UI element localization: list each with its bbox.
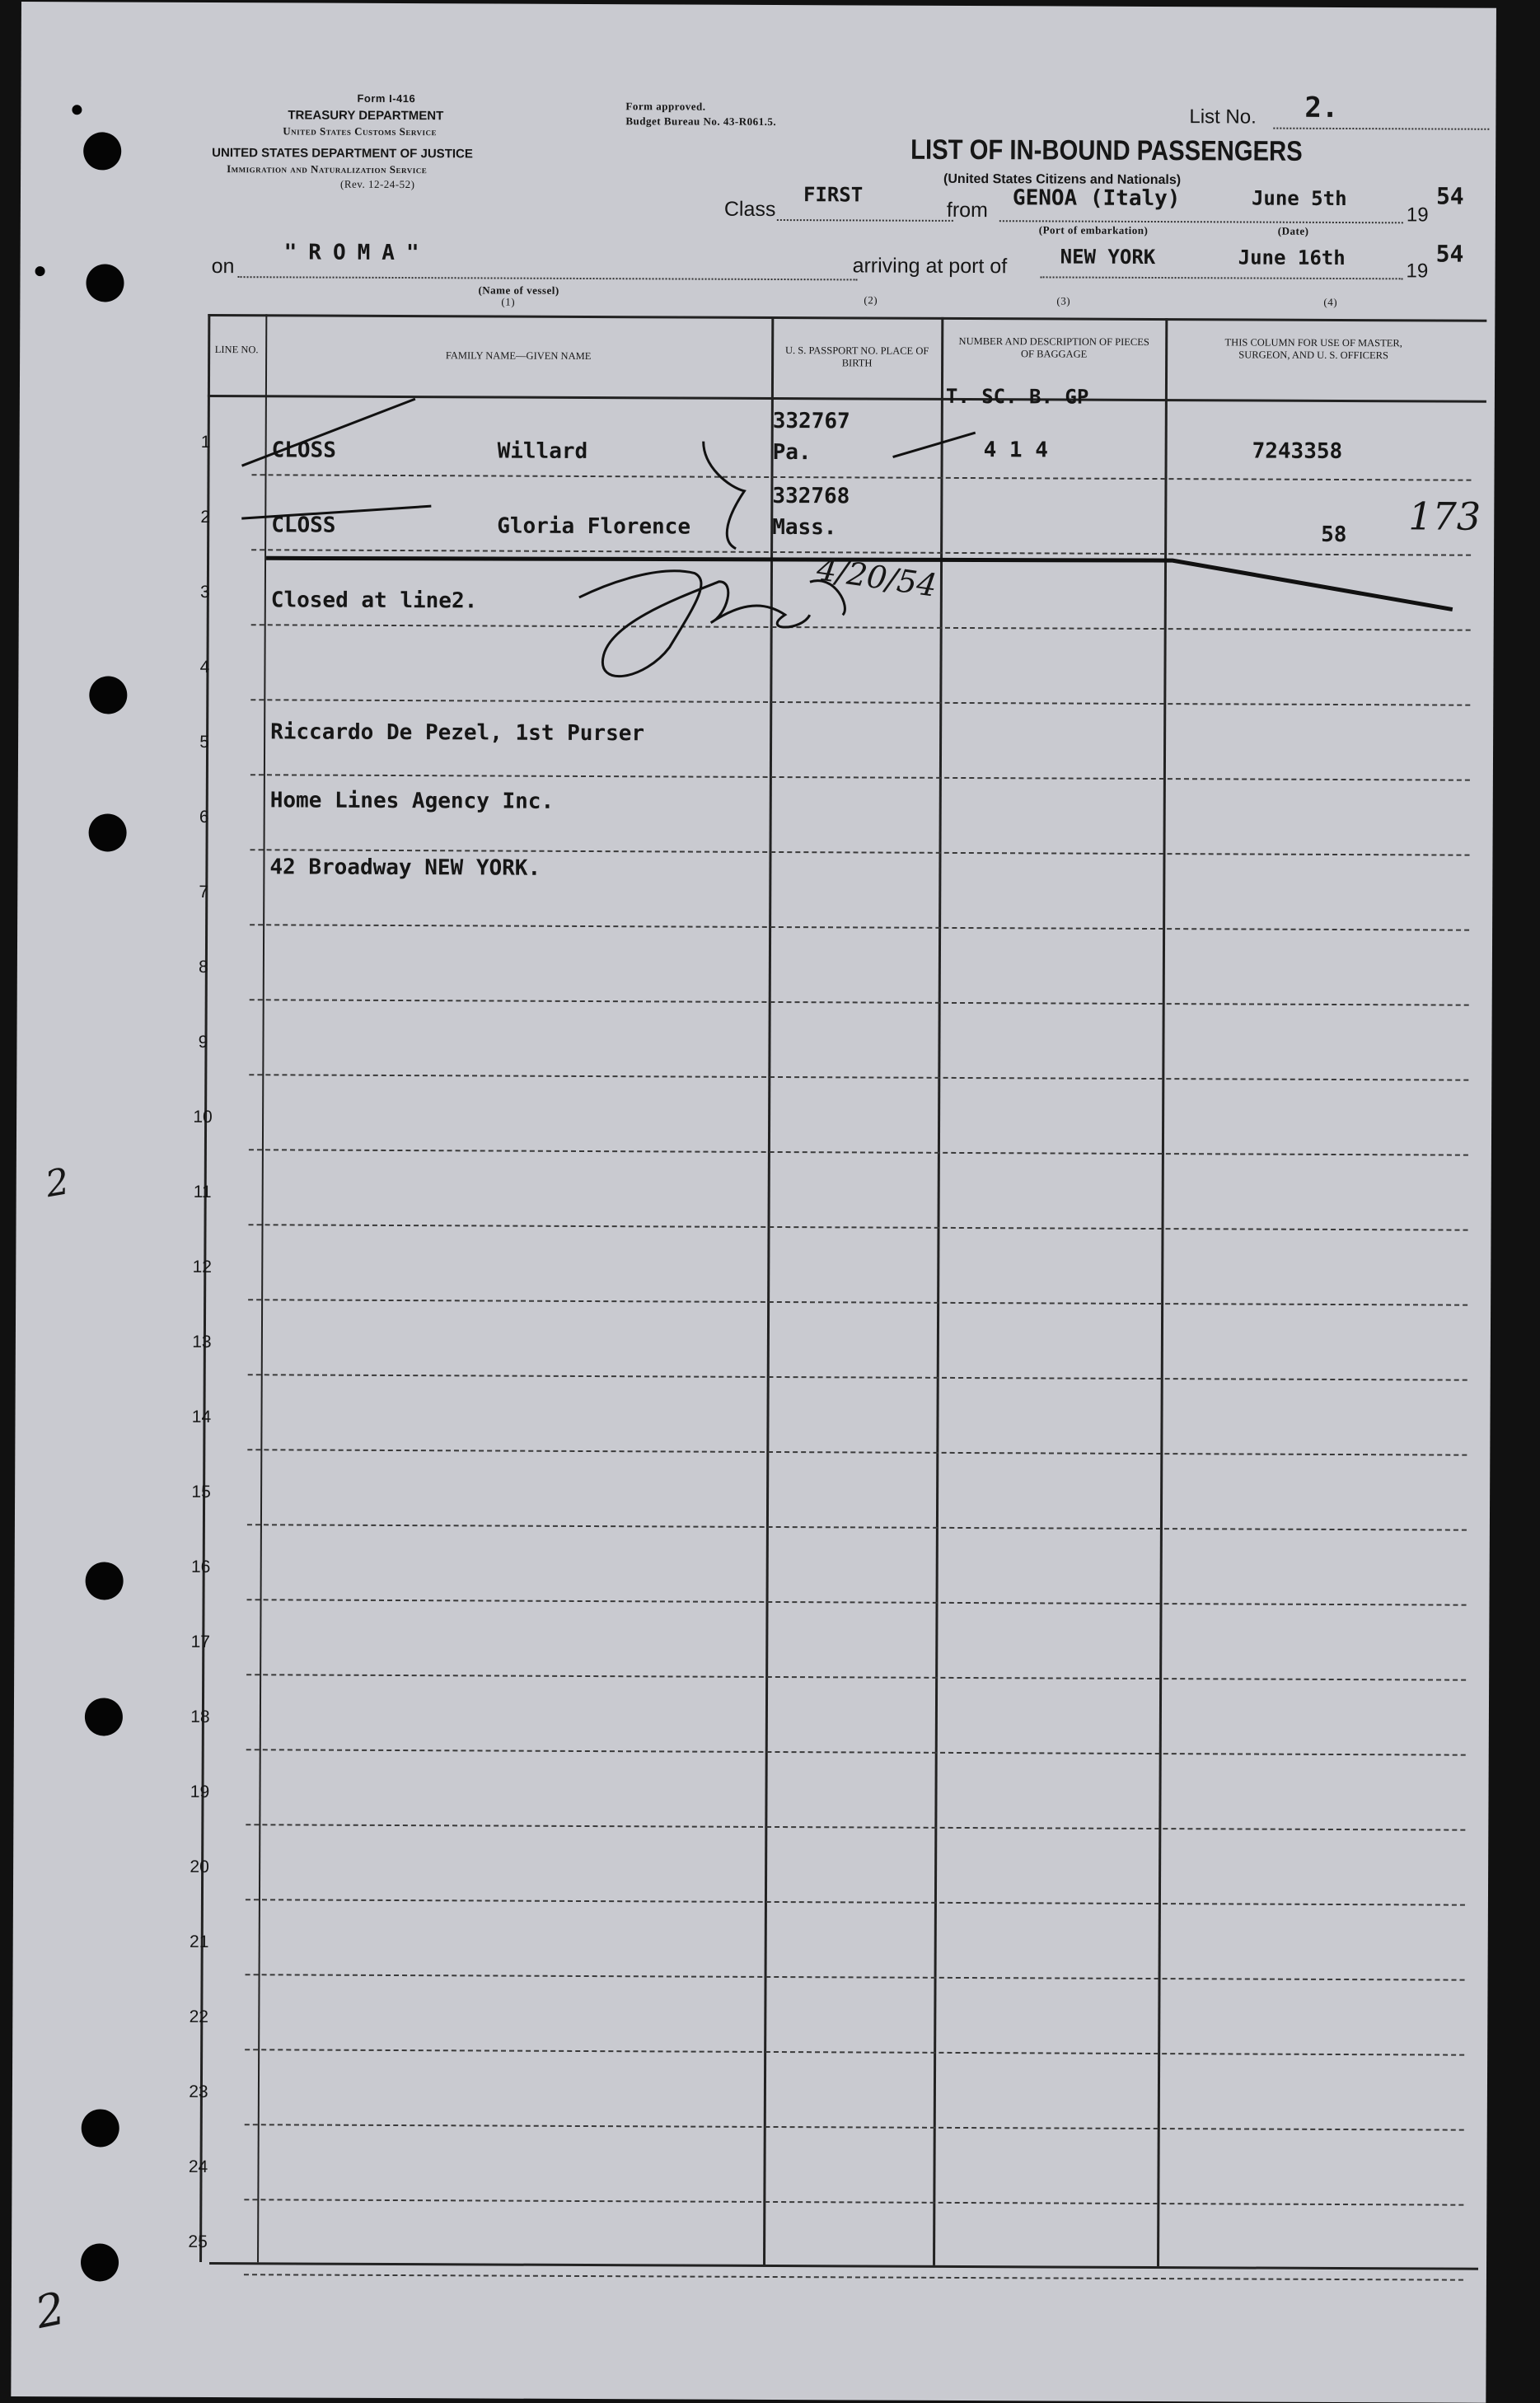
punch-hole (81, 2243, 119, 2281)
col-1-caption: (1) (501, 295, 516, 308)
from-value: GENOA (Italy) (1012, 185, 1181, 212)
col-divider-name (763, 316, 774, 2265)
row-rule (249, 1074, 1468, 1080)
row-rule (248, 1374, 1467, 1380)
note-text: Closed at line2. (270, 588, 478, 614)
punch-hole (85, 1698, 123, 1736)
margin-mark: 2 (42, 1160, 73, 1206)
line-number: 1 (200, 432, 211, 452)
line-number: 8 (198, 957, 208, 977)
date-caption: (Date) (1277, 224, 1309, 237)
table-left-border (199, 314, 210, 2262)
punch-hole (82, 2109, 119, 2147)
baggage-count: 4 1 4 (983, 438, 1048, 463)
line-number: 25 (188, 2232, 208, 2252)
budget-bureau-no: Budget Bureau No. 43-R061.5. (625, 115, 777, 128)
handwritten-date: 4/20/54 (814, 550, 939, 604)
header-officers: THIS COLUMN FOR USE OF MASTER, SURGEON, AND U. S. OFFICERS (1224, 336, 1402, 362)
vessel-line (238, 276, 858, 280)
line-number: 22 (189, 2007, 209, 2027)
line-number: 24 (188, 2157, 208, 2177)
row-rule (250, 774, 1470, 780)
arrival-date: June 16th (1238, 246, 1346, 270)
handwritten-173: 173 (1408, 494, 1481, 539)
line-number: 9 (198, 1032, 208, 1052)
note-text: 42 Broadway NEW YORK. (269, 855, 541, 881)
table-header-border (208, 395, 1486, 403)
header-baggage: NUMBER AND DESCRIPTION OF PIECES OF BAGGAGE (958, 335, 1149, 360)
row-rule (245, 2049, 1464, 2055)
check-mark (703, 442, 745, 549)
col-divider-passport (933, 317, 943, 2265)
list-no-value: 2. (1304, 91, 1339, 124)
line-number: 5 (199, 732, 209, 752)
punch-hole (83, 132, 121, 170)
note-text: Home Lines Agency Inc. (269, 788, 555, 814)
punch-hole (86, 264, 124, 302)
punch-hole (89, 676, 127, 714)
pen-mark (241, 505, 431, 519)
officer-entry: 7243358 (1252, 438, 1343, 465)
document-subtitle: (United States Citizens and Nationals) (943, 171, 1182, 188)
line-number: 17 (190, 1632, 211, 1652)
line-number: 18 (190, 1707, 210, 1727)
dept-customs: United States Customs Service (283, 124, 438, 138)
officer-entry: 58 (1321, 522, 1347, 548)
line-number: 13 (192, 1332, 212, 1352)
punch-hole (86, 1562, 124, 1600)
form-approved: Form approved. (625, 100, 706, 113)
list-no-line (1273, 128, 1489, 130)
family-name: CLOSS (271, 438, 336, 463)
line-number: 23 (189, 2082, 208, 2102)
passenger-list-page (11, 2, 1496, 2403)
line-number: 12 (192, 1257, 213, 1277)
list-no-label: List No. (1189, 105, 1257, 129)
row-rule (246, 1899, 1465, 1905)
class-value: FIRST (803, 183, 864, 207)
punch-hole (35, 266, 45, 276)
arriving-label: arriving at port of (852, 254, 1008, 279)
row-rule (250, 699, 1470, 705)
from-label: from (946, 198, 988, 222)
line-number: 21 (189, 1932, 209, 1952)
line-number: 14 (191, 1407, 212, 1427)
table-top-border (208, 314, 1486, 322)
dept-immigration: Immigration and Naturalization Service (227, 162, 428, 176)
row-rule (247, 1599, 1467, 1605)
row-rule (244, 2199, 1463, 2205)
row-rule (248, 1299, 1467, 1305)
col-divider-line (257, 314, 267, 2262)
line-number: 19 (190, 1782, 210, 1802)
row-rule (249, 1149, 1468, 1155)
row-rule (251, 474, 1471, 480)
given-name: Gloria Florence (497, 513, 691, 540)
punch-hole (72, 105, 82, 115)
row-rule (250, 924, 1469, 930)
depart-year-prefix: 19 (1406, 204, 1429, 227)
header-line-no: LINE NO. (214, 344, 259, 356)
baggage-codes: T. SC. B. GP (945, 384, 1089, 409)
depart-date: June 5th (1251, 186, 1347, 211)
row-rule (251, 549, 1471, 555)
dept-treasury: TREASURY DEPARTMENT (288, 108, 444, 124)
place-of-birth: Mass. (772, 514, 837, 541)
passport-number: 332767 (772, 408, 850, 434)
arrival-year: 54 (1435, 240, 1464, 268)
line-number: 7 (199, 882, 209, 902)
col-4-caption: (4) (1323, 295, 1338, 308)
header-passport: U. S. PASSPORT NO. PLACE OF BIRTH (784, 344, 929, 369)
row-rule (246, 1974, 1465, 1980)
class-label: Class (723, 197, 776, 221)
row-rule (247, 1449, 1467, 1455)
port-caption: (Port of embarkation) (1038, 223, 1149, 237)
col-divider-baggage (1157, 318, 1168, 2266)
line-number: 16 (190, 1557, 211, 1577)
form-number: Form I-416 (357, 91, 416, 105)
class-line (777, 219, 953, 222)
document-title: LIST OF IN-BOUND PASSENGERS (910, 134, 1303, 167)
passport-number: 332768 (772, 483, 850, 509)
row-rule (247, 1524, 1467, 1530)
row-rule (251, 624, 1471, 630)
form-revision: (Rev. 12-24-52) (340, 177, 415, 191)
row-rule (245, 2124, 1464, 2130)
arriving-line (1041, 276, 1403, 279)
margin-mark: 2 (30, 2282, 70, 2340)
depart-year: 54 (1435, 182, 1464, 210)
line-number: 4 (199, 657, 210, 677)
arrival-year-prefix: 19 (1406, 260, 1429, 283)
row-rule (246, 1674, 1466, 1680)
table-bottom-border (209, 2262, 1478, 2270)
given-name: Willard (497, 438, 588, 465)
row-rule (249, 1224, 1468, 1230)
family-name: CLOSS (271, 513, 336, 538)
line-number: 3 (199, 582, 210, 602)
row-rule (244, 2274, 1463, 2280)
punch-hole (89, 813, 127, 851)
col-2-caption: (2) (864, 293, 878, 307)
vessel-caption: (Name of vessel) (478, 283, 559, 297)
arrival-port: NEW YORK (1060, 245, 1156, 269)
pen-mark (893, 433, 976, 457)
place-of-birth: Pa. (772, 439, 812, 466)
line-number: 2 (200, 507, 211, 527)
row-rule (250, 999, 1469, 1005)
col-3-caption: (3) (1056, 294, 1071, 307)
line-number: 6 (199, 807, 209, 827)
header-name: FAMILY NAME—GIVEN NAME (445, 349, 592, 363)
row-rule (246, 1824, 1465, 1830)
signature (578, 570, 810, 677)
line-number: 11 (193, 1182, 212, 1202)
vessel-name: "ROMA" (283, 240, 431, 266)
line-number: 20 (190, 1857, 209, 1877)
line-number: 15 (191, 1482, 211, 1502)
dept-justice: UNITED STATES DEPARTMENT OF JUSTICE (212, 146, 473, 162)
line-number: 10 (193, 1107, 213, 1127)
on-label: on (211, 255, 235, 279)
row-rule (246, 1749, 1466, 1755)
note-text: Riccardo De Pezel, 1st Purser (270, 719, 645, 747)
